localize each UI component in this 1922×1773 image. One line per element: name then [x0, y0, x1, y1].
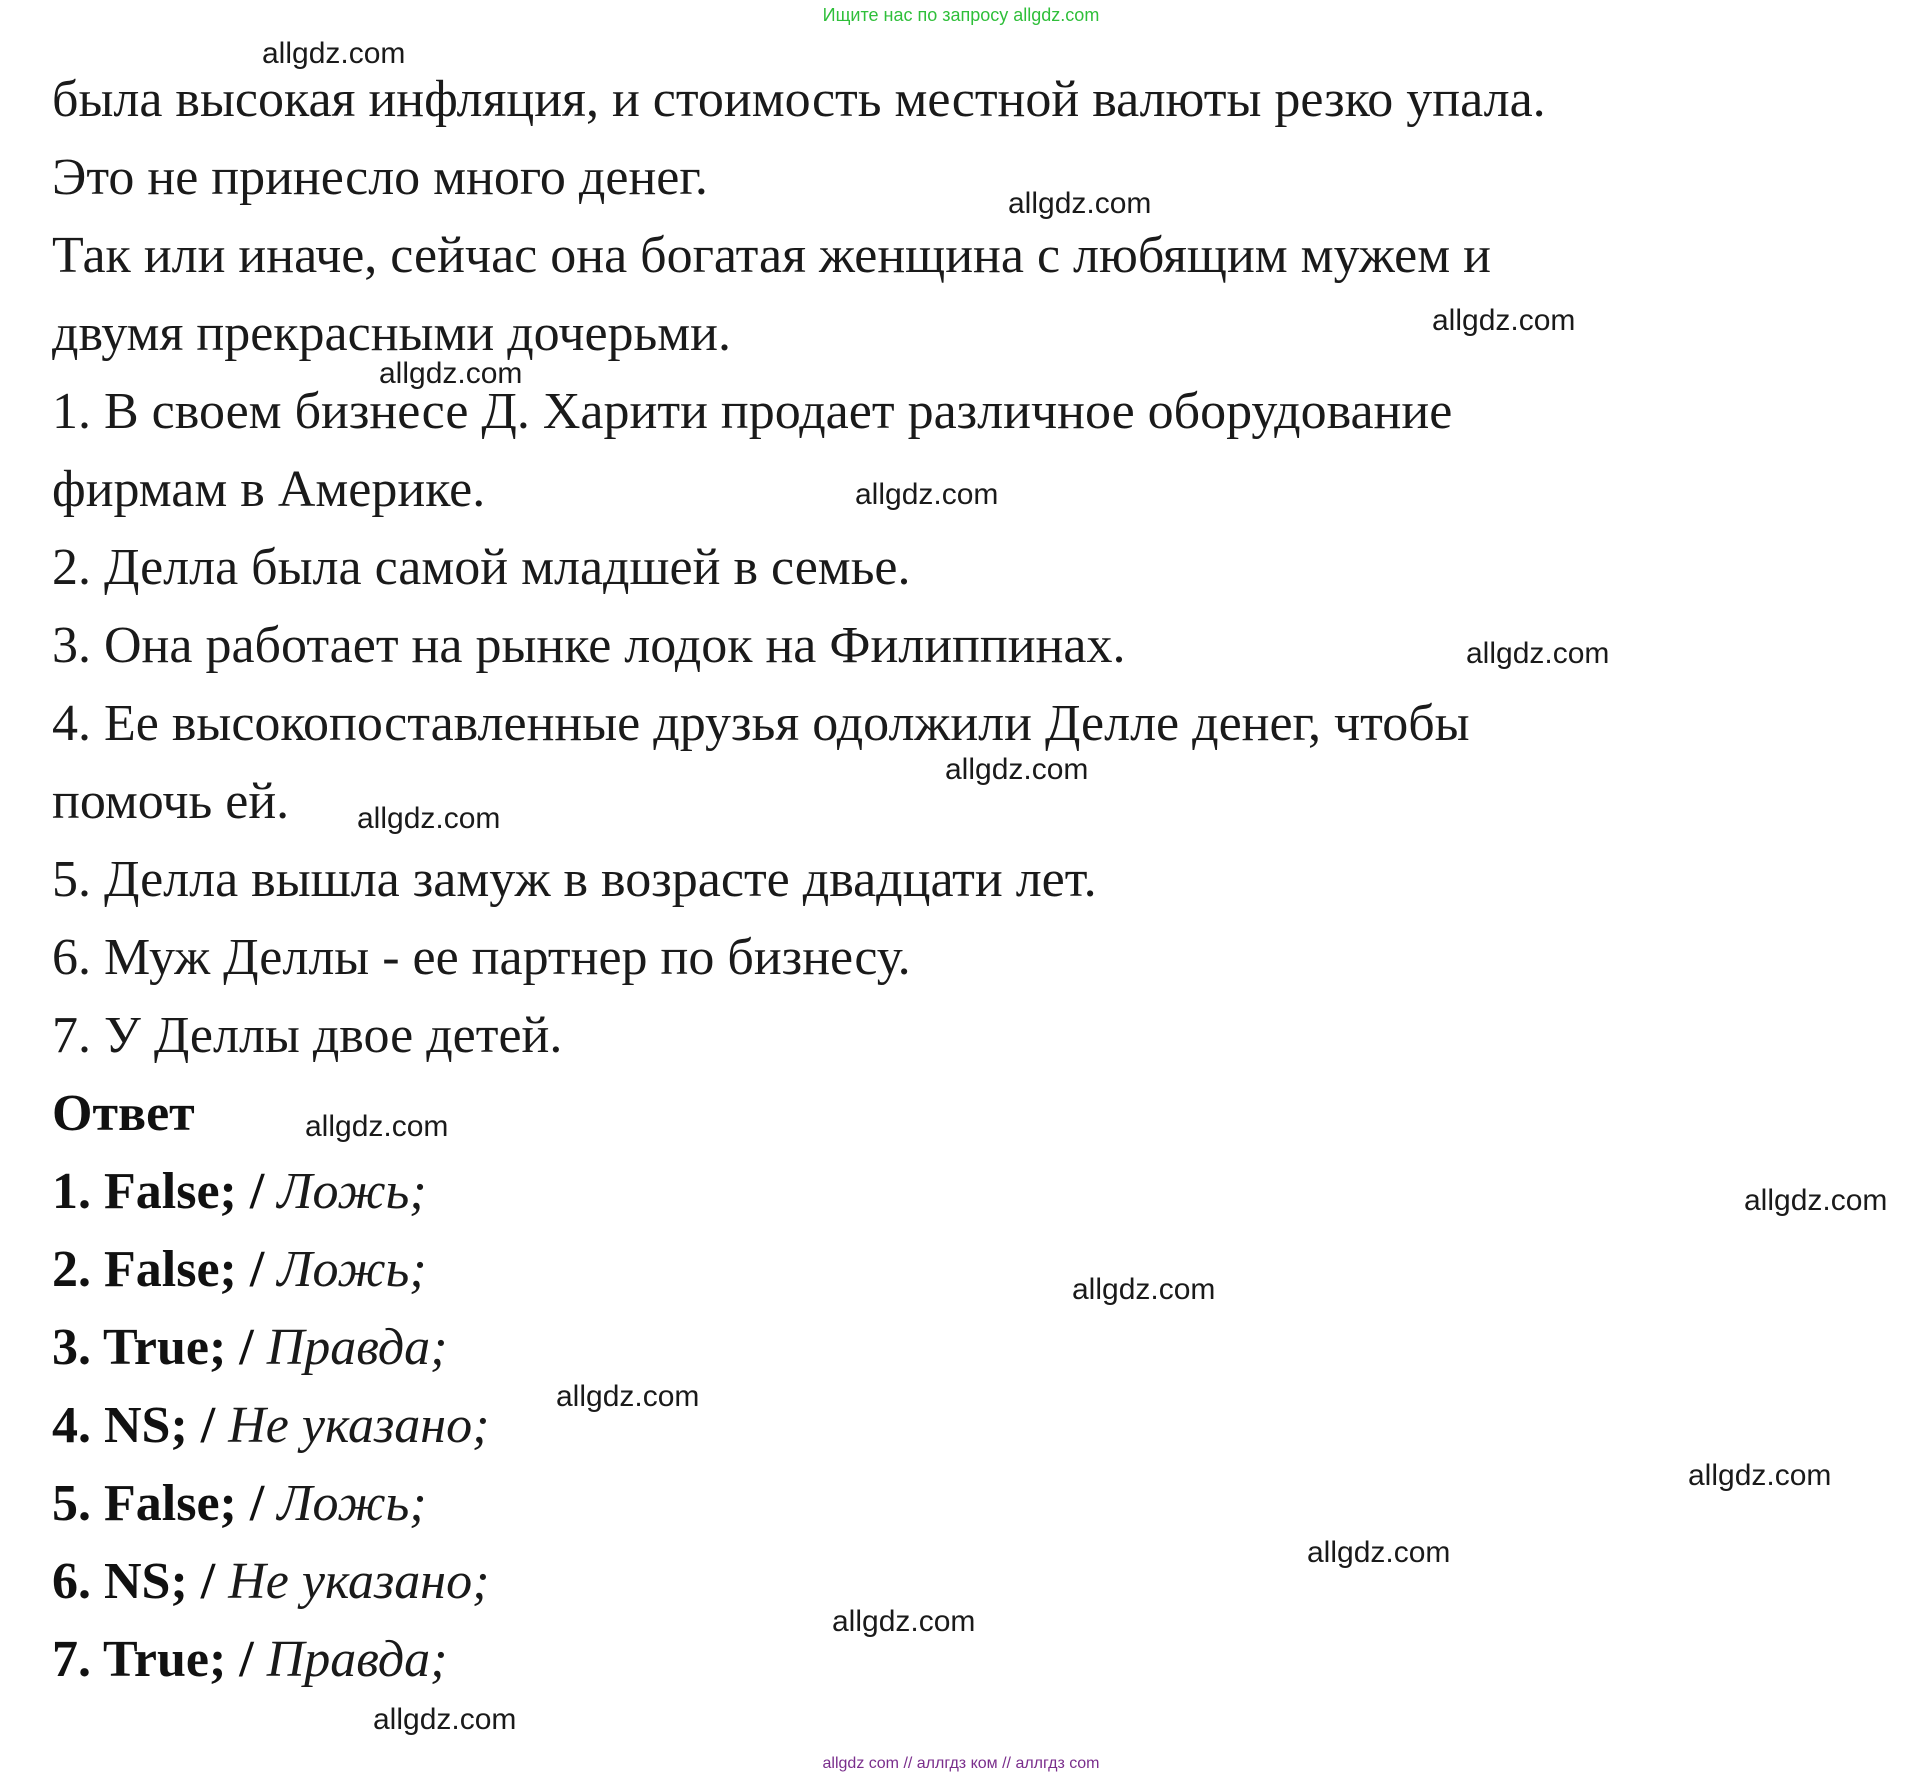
text-line: 7. У Деллы двое детей. [52, 1007, 563, 1064]
watermark: allgdz.com [945, 753, 1089, 786]
answer-translation: Правда; [266, 1631, 448, 1688]
watermark: allgdz.com [1072, 1273, 1216, 1306]
text-line: 5. Делла вышла замуж в возрасте двадцати лет. [52, 851, 1097, 908]
answer-translation: Ложь; [277, 1475, 427, 1532]
top-banner: Ищите нас по запросу allgdz.com [822, 5, 1100, 25]
text-line: Это не принесло много денег. [52, 149, 708, 206]
answer-label: 4. NS; / [52, 1397, 216, 1454]
answer-heading: Ответ [52, 1085, 195, 1142]
watermark: allgdz.com [1008, 187, 1152, 220]
answer-label: 3. True; / [52, 1319, 254, 1376]
answer-item [52, 1240, 427, 1300]
text-line: была высокая инфляция, и стоимость местной валюты резко упала. [52, 71, 1546, 128]
answer-item [52, 1318, 448, 1378]
text-line: 1. В своем бизнесе Д. Харити продает различное оборудование [52, 383, 1453, 440]
watermark: allgdz.com [1432, 304, 1576, 337]
text-line: 6. Муж Деллы - ее партнер по бизнесу. [52, 929, 911, 986]
watermark: allgdz.com [556, 1380, 700, 1413]
watermark: allgdz.com [357, 802, 501, 835]
answer-item [52, 1162, 427, 1222]
text-line: фирмам в Америке. [52, 461, 486, 518]
answer-item [52, 1396, 489, 1456]
answer-label: 2. False; / [52, 1241, 265, 1298]
answer-label: 7. True; / [52, 1631, 254, 1688]
answer-translation: Не указано; [228, 1553, 490, 1610]
watermark: allgdz.com [262, 37, 406, 70]
footer-text: allgdz com // аллгдз ком // аллгдз com [822, 1755, 1100, 1772]
watermark: allgdz.com [379, 357, 523, 390]
answer-label: 5. False; / [52, 1475, 265, 1532]
text-line: 2. Делла была самой младшей в семье. [52, 539, 911, 596]
text-line: помочь ей. [52, 773, 290, 830]
answer-translation: Ложь; [277, 1163, 427, 1220]
watermark: allgdz.com [855, 478, 999, 511]
watermark: allgdz.com [832, 1605, 976, 1638]
answer-item [52, 1552, 489, 1612]
watermark: allgdz.com [305, 1110, 449, 1143]
watermark: allgdz.com [1466, 637, 1610, 670]
text-line: 3. Она работает на рынке лодок на Филиппинах. [52, 617, 1126, 674]
answer-translation: Ложь; [277, 1241, 427, 1298]
answer-translation: Правда; [266, 1319, 448, 1376]
answer-item [52, 1630, 448, 1690]
watermark: allgdz.com [1307, 1536, 1451, 1569]
answer-label: 6. NS; / [52, 1553, 216, 1610]
watermark: allgdz.com [373, 1703, 517, 1736]
watermark: allgdz.com [1688, 1459, 1832, 1492]
text-line: 4. Ее высокопоставленные друзья одолжили Делле денег, чтобы [52, 695, 1470, 752]
answer-item [52, 1474, 427, 1534]
text-line: Так или иначе, сейчас она богатая женщина с любящим мужем и [52, 227, 1491, 284]
watermark: allgdz.com [1744, 1184, 1888, 1217]
answer-translation: Не указано; [228, 1397, 490, 1454]
text-line: двумя прекрасными дочерьми. [52, 305, 731, 362]
answer-label: 1. False; / [52, 1163, 265, 1220]
